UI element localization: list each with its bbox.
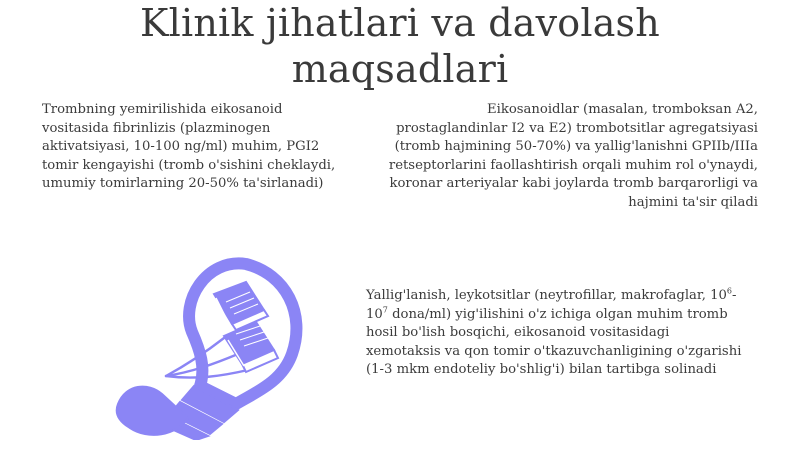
bottom-text-part-1: Yallig'lanish, leykotsitlar (neytrofillar, makrofaglar, 10 [366,288,727,303]
bottom-superscript-1: 6 [726,286,733,296]
right-text-block: Eikosanoidlar (masalan, tromboksan A2, prostaglandinlar I2 va E2) trombotsitlar agregatsiyasi (tromb hajmining 50-70%) va yallig'lanishni GPIIb/IIIa retseptorlarini faollashtirish orqali muhim rol o'ynaydi, koronar arteriyalar kabi joylarda tromb barqarorligi va hajmini ta'sir qiladi [388,102,758,210]
slide-title-line-1: Klinik jihatlari va davolash [140,1,660,45]
lightbulb-book-icon [96,254,312,440]
bottom-text-part-2: -10 [366,288,737,322]
slide-title-line-2: maqsadlari [291,47,509,91]
bottom-superscript-2: 7 [382,305,388,315]
bottom-text-part-3: dona/ml) yig'ilishini o'z ichiga olgan muhim tromb hosil bo'lish bosqichi, eikosanoid vositasidagi xemotaksis va qon tomir o'tkazuvchanligining o'zgarishi (1-3 mkm endoteliy bo'shlig'i) bilan tartibga solinadi [366,306,742,377]
left-text-block: Trombning yemirilishida eikosanoid vositasida fibrinlizis (plazminogen aktivatsiyasi, 10-100 ng/ml) muhim, PGI2 tomir kengayishi (tromb o'sishini cheklaydi, umumiy tomirlarning 20-50% ta'sirlanadi) [42,102,336,191]
slide-title [0,0,800,92]
bottom-text-block [366,287,746,380]
